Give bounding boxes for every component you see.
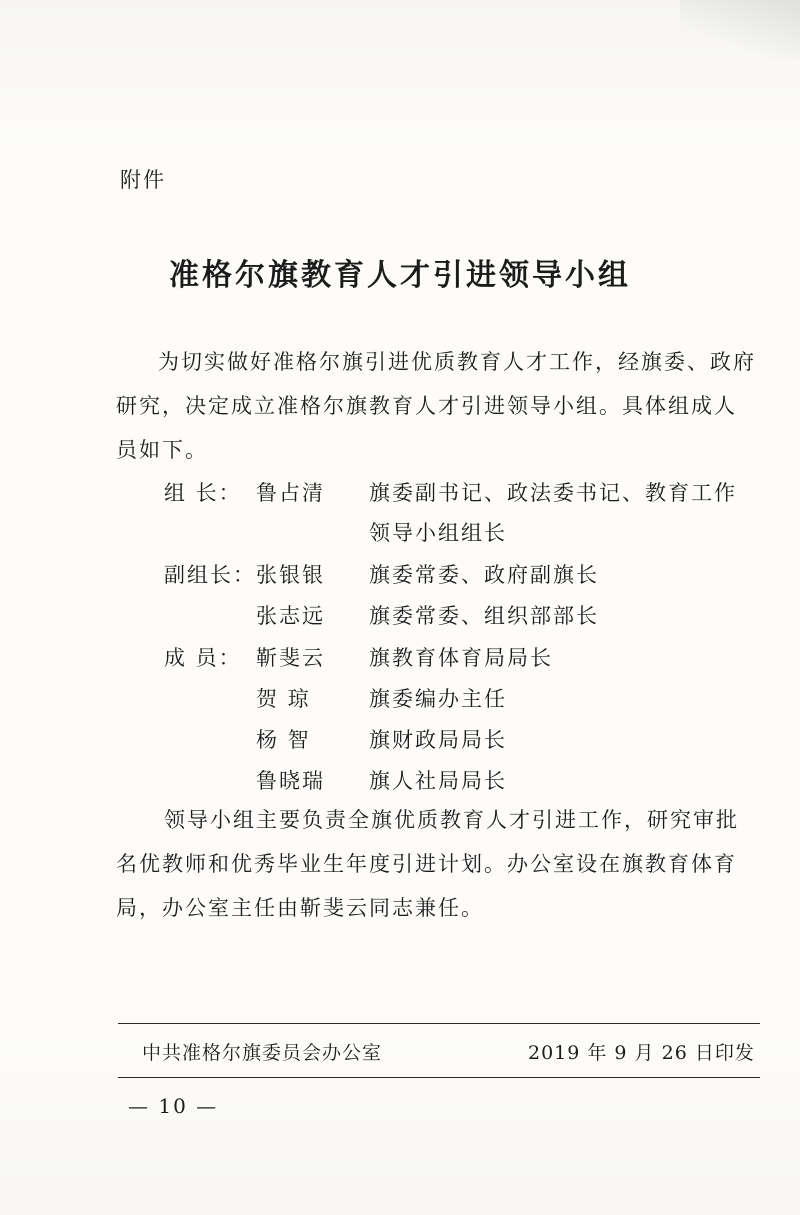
footer-top-rule	[118, 1023, 760, 1024]
member-position: 旗委编办主任	[369, 687, 507, 711]
member-name: 贺 琼	[256, 687, 311, 711]
document-title: 准格尔旗教育人才引进领导小组	[169, 258, 631, 293]
footer-issuer: 中共准格尔旗委员会办公室	[142, 1042, 383, 1064]
footer-date: 2019 年 9 月 26 日印发	[528, 1042, 755, 1064]
page-number: — 10 —	[128, 1094, 219, 1118]
member-position: 旗人社局局长	[369, 769, 507, 793]
member-role: 副组长：	[164, 563, 256, 587]
member-position: 旗教育体育局局长	[369, 646, 553, 670]
member-role: 成 员：	[164, 646, 242, 670]
member-position: 旗委常委、组织部部长	[369, 604, 599, 628]
member-name: 张志远	[256, 604, 325, 628]
member-name: 鲁占清	[256, 481, 325, 505]
member-name: 靳斐云	[256, 646, 325, 670]
attachment-label: 附件	[120, 168, 166, 192]
intro-paragraph: 为切实做好准格尔旗引进优质教育人才工作，经旗委、政府研究，决定成立准格尔旗教育人才引进领导小组。具体组成人员如下。	[116, 350, 756, 462]
member-name: 张银银	[256, 563, 325, 587]
member-name: 鲁晓瑞	[256, 769, 325, 793]
member-position: 旗委常委、政府副旗长	[369, 563, 599, 587]
footer-bottom-rule	[118, 1077, 760, 1078]
member-name: 杨 智	[256, 728, 311, 752]
scan-shadow	[680, 0, 800, 60]
member-role: 组 长：	[164, 481, 242, 505]
member-position: 旗委副书记、政法委书记、教育工作领导小组组长	[369, 481, 737, 545]
closing-paragraph: 领导小组主要负责全旗优质教育人才引进工作，研究审批名优教师和优秀毕业生年度引进计划。办公室设在旗教育体育局，办公室主任由靳斐云同志兼任。	[116, 808, 739, 920]
member-position: 旗财政局局长	[369, 728, 507, 752]
